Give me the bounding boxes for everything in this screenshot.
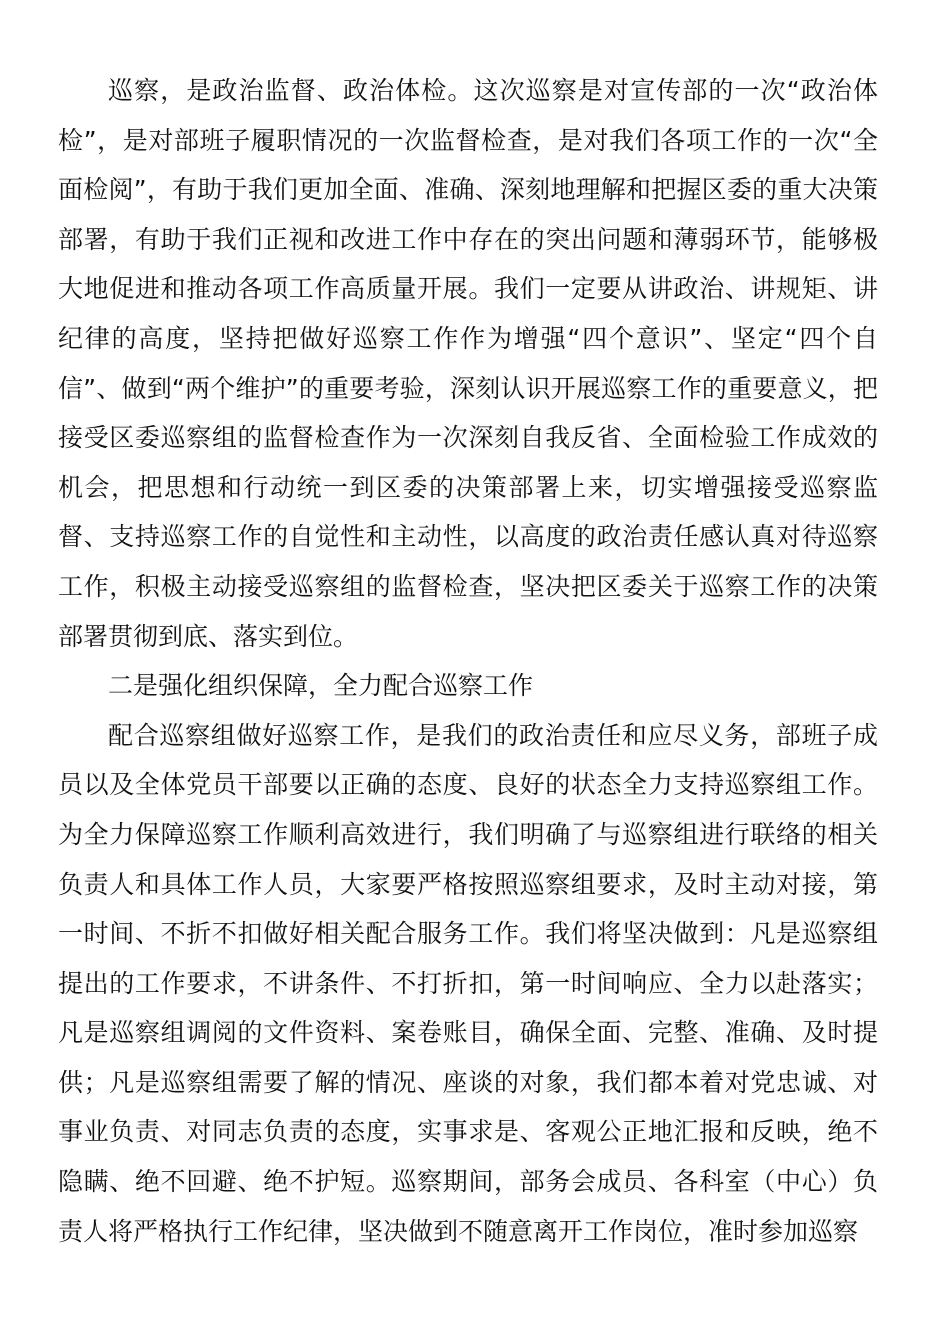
section-heading-organizational-support: 二是强化组织保障，全力配合巡察工作 [108, 671, 534, 701]
paragraph-cooperation-requirements: 配合巡察组做好巡察工作，是我们的政治责任和应尽义务，部班子成员以及全体党员干部要以正确的态度、良好的状态全力支持巡察组工作。为全力保障巡察工作顺利高效进行，我们明确了与巡察组进行联络的相关负责人和具体工作人员，大家要严格按照巡察组要求，及时主动对接，第一时间、不折不扣做好相关配合服务工作。我们将坚决做到：凡是巡察组提出的工作要求，不讲条件、不打折扣，第一时间响应、全力以赴落实；凡是巡察组调阅的文件资料、案卷账目，确保全面、完整、准确、及时提供；凡是巡察组需要了解的情况、座谈的对象，我们都本着对党忠诚、对事业负责、对同志负责的态度，实事求是、客观公正地汇报和反映，绝不隐瞒、绝不回避、绝不护短。巡察期间，部务会成员、各科室（中心）负责人将严格执行工作纪律，坚决做到不随意离开工作岗位，准时参加巡察 [58, 720, 878, 1246]
paragraph-inspection-significance: 巡察，是政治监督、政治体检。这次巡察是对宣传部的一次“政治体检”，是对部班子履职情况的一次监督检查，是对我们各项工作的一次“全面检阅”，有助于我们更加全面、准确、深刻地理解和把握区委的重大决策部署，有助于我们正视和改进工作中存在的突出问题和薄弱环节，能够极大地促进和推动各项工作高质量开展。我们一定要从讲政治、讲规矩、讲纪律的高度，坚持把做好巡察工作作为增强“四个意识”、坚定“四个自信”、做到“两个维护”的重要考验，深刻认识开展巡察工作的重要意义，把接受区委巡察组的监督检查作为一次深刻自我反省、全面检验工作成效的机会，把思想和行动统一到区委的决策部署上来，切实增强接受巡察监督、支持巡察工作的自觉性和主动性，以高度的政治责任感认真对待巡察工作，积极主动接受巡察组的监督检查，坚决把区委关于巡察工作的决策部署贯彻到底、落实到位。 [58, 76, 878, 651]
document-page [58, 66, 878, 1256]
